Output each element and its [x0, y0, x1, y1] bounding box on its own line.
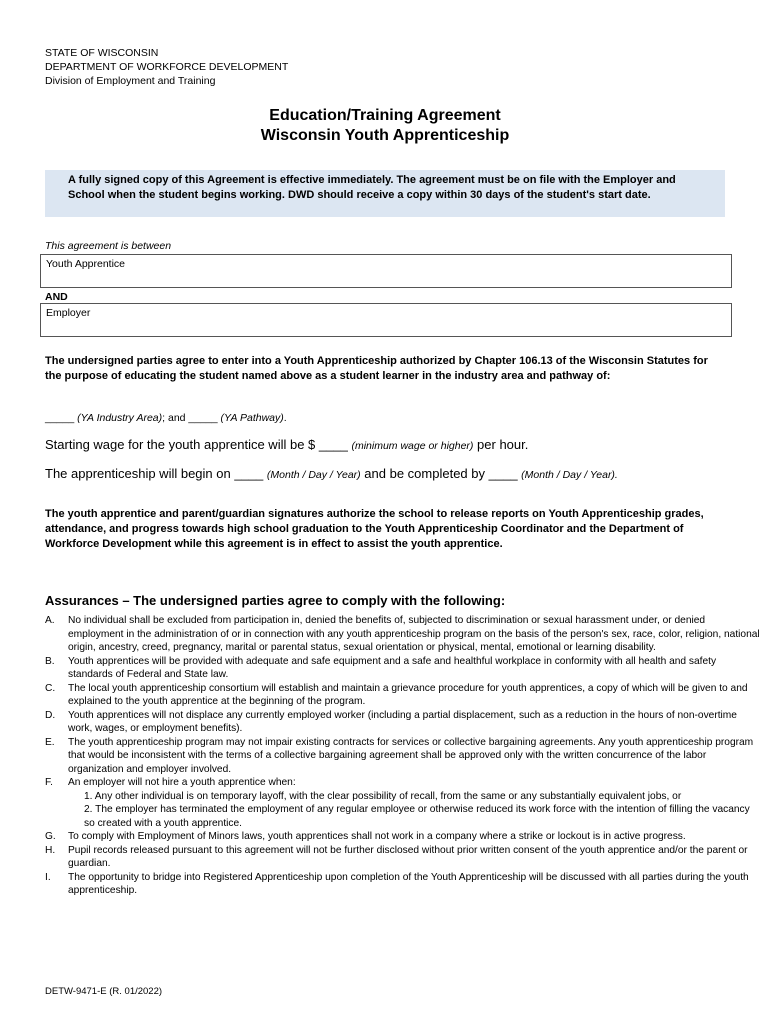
title-line-2: Wisconsin Youth Apprenticeship: [260, 127, 510, 144]
wage-blank[interactable]: ____: [318, 437, 348, 452]
pathway-line: [45, 412, 287, 424]
assurance-f-subitem: 2. The employer has terminated the employment of any regular employee or otherwise reduced its work force with the intention of filling the vacancy so created with a youth apprentice.: [84, 804, 750, 829]
authorization-paragraph: The undersigned parties agree to enter into a Youth Apprenticeship authorized by Chapter 106.13 of the Wisconsin Statutes for the purpose of educating the student named above as a student learner in the industry area and pathway of:: [45, 355, 708, 382]
pathway-period: .: [283, 412, 287, 424]
assurance-letter: I.: [45, 871, 51, 883]
signature-authorization-paragraph: The youth apprentice and parent/guardian signatures authorize the school to release reports on Youth Apprenticeship grades, attendance, and progress towards high school graduation to the Youth Apprenticeship Coordinator and the Department of Workforce Development while this agreement is in effect to assist the youth apprentice.: [45, 508, 704, 550]
assurance-text: Pupil records released pursuant to this agreement will not be further disclosed without prior written consent of the youth apprentice and/or the parent or guardian.: [68, 844, 748, 869]
wage-suffix: per hour.: [477, 437, 529, 452]
employer-label: Employer: [46, 307, 91, 319]
assurance-item: [45, 844, 760, 871]
assurance-text: No individual shall be excluded from participation in, denied the benefits of, subjected to discrimination or sexual harassment under, or denied employment in the administration of or in connection with any youth apprenticeship program on the basis of the person's sex, race, color, religion, national origin, ancestry, creed, pregnancy, marital or parental status, sexual orientation or physical, mental, emotional or learning disability.: [68, 615, 760, 653]
assurance-item: [45, 709, 760, 736]
dates-middle: and be completed by: [364, 466, 485, 481]
agreement-between-label: This agreement is between: [45, 240, 172, 252]
assurance-item: [45, 736, 760, 777]
assurance-f-subitem: 1. Any other individual is on temporary layoff, with the clear possibility of recall, from the same or any substantially equivalent jobs, or: [84, 790, 682, 802]
assurance-letter: F.: [45, 777, 53, 788]
assurance-text: The youth apprenticeship program may not impair existing contracts for services or collective bargaining agreements. Any youth apprenticeship program that would be inconsistent with the terms of a collective bargaining agreement shall be approved only with the written concurrence of the labor organization and employer involved.: [68, 736, 754, 775]
assurance-text: The local youth apprenticeship consortium will establish and maintain a grievance procedure for youth apprentices, a copy of which will be given to and explained to the youth apprentice at the beginning of the program.: [68, 682, 748, 707]
assurance-text: Youth apprentices will not displace any currently employed worker (including a partial displacement, such as a reduction in the hours of non-overtime work, wages, or employment benefits).: [68, 709, 737, 734]
industry-area-hint: (YA Industry Area): [77, 412, 163, 424]
division-name: Division of Employment and Training: [45, 75, 216, 87]
title-line-1: Education/Training Agreement: [269, 107, 501, 124]
assurance-text: Youth apprentices will be provided with adequate and safe equipment and a safe and healthful workplace in conformity with all health and safety standards of Federal and State law.: [68, 655, 717, 680]
form-number: DETW-9471-E (R. 01/2022): [45, 986, 163, 997]
pathway-hint: (YA Pathway): [220, 412, 284, 424]
assurance-letter: G.: [45, 831, 56, 842]
assurance-item: [45, 830, 760, 844]
assurance-letter: C.: [45, 682, 56, 694]
pathway-and-text: ; and: [162, 412, 186, 424]
assurances-list: [45, 614, 760, 898]
youth-apprentice-field[interactable]: [40, 254, 732, 288]
department-name: DEPARTMENT OF WORKFORCE DEVELOPMENT: [45, 61, 289, 73]
dates-prefix: The apprenticeship will begin on: [45, 466, 231, 481]
pathway-blank[interactable]: _____: [188, 412, 218, 424]
start-date-blank[interactable]: ____: [234, 466, 264, 481]
assurance-letter: D.: [45, 709, 56, 721]
assurance-item: [45, 682, 760, 709]
assurance-item: [45, 776, 760, 830]
end-date-blank[interactable]: ____: [488, 466, 518, 481]
state-name: STATE OF WISCONSIN: [45, 47, 159, 59]
assurance-letter: A.: [45, 615, 55, 626]
assurance-letter: B.: [45, 655, 55, 667]
assurances-heading: Assurances – The undersigned parties agree to comply with the following:: [45, 593, 506, 608]
assurance-item: [45, 871, 760, 898]
agency-header: [45, 46, 288, 88]
assurance-item: [45, 614, 760, 655]
assurance-text: The opportunity to bridge into Registered Apprenticeship upon completion of the Youth Apprenticeship will be discussed with all parties during the youth apprenticeship.: [68, 871, 749, 896]
assurance-text: To comply with Employment of Minors laws, youth apprentices shall not work in a company where a strike or lockout is in active progress.: [68, 831, 686, 842]
document-title: [0, 106, 770, 146]
industry-area-blank[interactable]: _____: [45, 412, 75, 424]
dates-line: [45, 466, 618, 481]
assurance-item: [45, 655, 760, 682]
employer-field[interactable]: [40, 303, 732, 337]
assurance-text: An employer will not hire a youth apprentice when:: [68, 777, 296, 788]
effective-notice: A fully signed copy of this Agreement is effective immediately. The agreement must be on file with the Employer and School when the student begins working. DWD should receive a copy within 30 days of the student's start date.: [45, 170, 725, 217]
wage-hint: (minimum wage or higher): [351, 440, 474, 452]
assurance-letter: H.: [45, 844, 56, 856]
youth-apprentice-label: Youth Apprentice: [46, 258, 126, 270]
wage-prefix: Starting wage for the youth apprentice will be $: [45, 437, 316, 452]
wage-line: [45, 437, 528, 452]
and-label: AND: [45, 291, 68, 303]
assurance-f-sublist: [68, 790, 760, 831]
assurance-letter: E.: [45, 736, 55, 748]
start-date-hint: (Month / Day / Year): [266, 469, 361, 481]
end-date-hint: (Month / Day / Year).: [521, 469, 618, 481]
